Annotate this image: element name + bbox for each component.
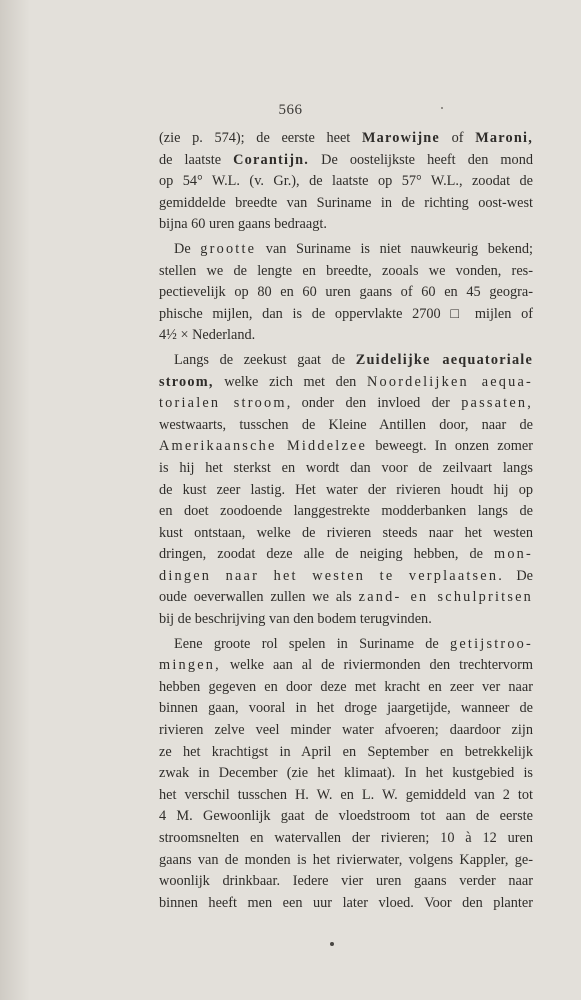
spaced-term: dingen naar het westen te verplaatsen. [159, 567, 504, 584]
text-line [159, 785, 533, 807]
text-run: phische mijlen, dan is de oppervlakte 2700 □ mijlen of [159, 305, 533, 322]
text-run: Langs de zeekust gaat de [174, 351, 356, 368]
text-run: kust ontstaan, welke de rivieren steeds naar het westen [159, 524, 533, 541]
text-run: , onder den invloed der [286, 395, 462, 412]
text-line [159, 393, 533, 415]
spaced-term: grootte [200, 240, 257, 257]
text-line [159, 458, 533, 480]
text-line [159, 806, 533, 828]
text-line [159, 893, 533, 915]
text-run: 4½ × Nederland. [159, 327, 256, 344]
text-run: oude oeverwallen zullen we als [159, 589, 359, 606]
bold-term: Maroni, [475, 130, 533, 146]
text-line [159, 150, 533, 172]
text-line [159, 742, 533, 764]
bold-term: Zuidelijke aequatoriale [355, 351, 534, 368]
text-run: binnen gaan, vooral in het droge jaargetijde, wanneer de [159, 700, 533, 717]
spaced-term: Amerikaansche Middelzee [159, 438, 368, 455]
text-run: de laatste [159, 151, 234, 168]
text-run: stellen we de lengte en breedte, zooals we vonden, res- [159, 262, 533, 279]
text-run: De [174, 240, 201, 257]
text-line [159, 850, 533, 872]
paper-speck-bottom [330, 942, 334, 946]
page-gutter-shadow [0, 0, 30, 1000]
text-run: welke aan al de riviermonden den trechtervorm [220, 657, 533, 674]
text-run: zwak in December (zie het klimaat). In het kustgebied is [159, 765, 533, 782]
text-run: (zie p. 574); de eerste heet [159, 130, 362, 146]
text-run: stroomsnelten en watervallen der rivieren; 10 à 12 uren [159, 830, 533, 846]
text-run: of [439, 130, 476, 146]
text-line [159, 350, 533, 372]
text-line [159, 261, 533, 283]
spaced-term: mon- [494, 546, 533, 563]
spaced-term: Noordelijken aequa- [367, 373, 534, 390]
text-run: het verschil tusschen H. W. en L. W. gemiddeld van 2 tot [159, 786, 533, 803]
text-line [159, 304, 533, 326]
bold-term: stroom, [159, 373, 214, 390]
spaced-term: getijstroo- [450, 635, 533, 652]
text-line [159, 871, 533, 893]
text-run: woonlijk drinkbaar. Iedere vier uren gaans verder naar [159, 873, 533, 890]
text-line [159, 698, 533, 720]
text-run: bij de beschrijving van den bodem terugvinden. [159, 611, 432, 628]
text-line [159, 677, 533, 699]
text-run: dringen, zoodat deze alle de neiging hebben, de [159, 546, 495, 563]
text-line [159, 720, 533, 742]
text-line [159, 415, 533, 437]
text-run: welke zich met den [213, 373, 367, 390]
text-line [159, 587, 533, 609]
text-run: binnen heeft men een uur later vloed. Voor den planter [159, 894, 533, 911]
text-run: en doet zoodoende langgestrekte modderbanken langs de [159, 503, 533, 520]
text-run: rivieren zelve veel minder water afvoeren; daardoor zijn [159, 722, 533, 739]
text-line [159, 128, 533, 150]
text-run: De [503, 567, 533, 584]
page-number: 566 [278, 102, 303, 118]
text-run: op 54° W.L. (v. Gr.), de laatste op 57° W.L., zoodat de [159, 173, 533, 190]
text-line [159, 239, 533, 261]
text-line [159, 193, 533, 215]
bold-term: Corantijn. [233, 151, 310, 168]
text-line [159, 828, 533, 850]
text-line [159, 325, 533, 347]
text-run: Eene groote rol spelen in Suriname de [174, 635, 451, 652]
text-line [159, 372, 533, 394]
text-run: hebben gegeven en door deze met kracht en zeer ver naar [159, 678, 533, 695]
text-line [159, 214, 533, 236]
text-line [159, 480, 533, 502]
text-run: westwaarts, tusschen de Kleine Antillen door, naar de [159, 416, 533, 433]
spaced-term: zand- en schulpritsen [358, 589, 533, 606]
spaced-term: torialen stroom [159, 395, 287, 412]
text-run: ze het krachtigst in April en September en betrekkelijk [159, 743, 533, 760]
bold-term: Marowijne [361, 130, 440, 146]
text-line [159, 171, 533, 193]
text-line [159, 763, 533, 785]
text-line [159, 436, 533, 458]
text-line [159, 282, 533, 304]
spaced-term: passaten, [461, 395, 533, 412]
text-run: is hij het sterkst en wordt dan voor de zeilvaart langs [159, 459, 533, 476]
text-run: De oostelijkste heeft den mond [309, 151, 533, 168]
text-line [159, 501, 533, 523]
text-run: pectievelijk op 80 en 60 uren gaans of 60 en 45 geogra- [159, 284, 533, 301]
text-run: gemiddelde breedte van Suriname in de richting oost-west [159, 194, 533, 211]
text-run: bijna 60 uren gaans bedraagt. [159, 216, 327, 233]
text-run: van Suriname is niet nauwkeurig bekend; [256, 240, 533, 257]
body-text [159, 128, 533, 914]
text-line [159, 544, 533, 566]
text-line [159, 634, 533, 656]
text-line [159, 609, 533, 631]
text-line [159, 523, 533, 545]
text-run: beweegt. In onzen zomer [367, 438, 533, 455]
text-run: 4 M. Gewoonlijk gaat de vloedstroom tot aan de eerste [159, 808, 533, 825]
text-run: de kust zeer lastig. Het water der rivieren houdt hij op [159, 481, 533, 498]
spaced-term: mingen, [159, 657, 221, 674]
text-line [159, 655, 533, 677]
text-line [159, 566, 533, 588]
text-run: gaans van de monden is het rivierwater, volgens Kappler, ge- [159, 851, 533, 868]
